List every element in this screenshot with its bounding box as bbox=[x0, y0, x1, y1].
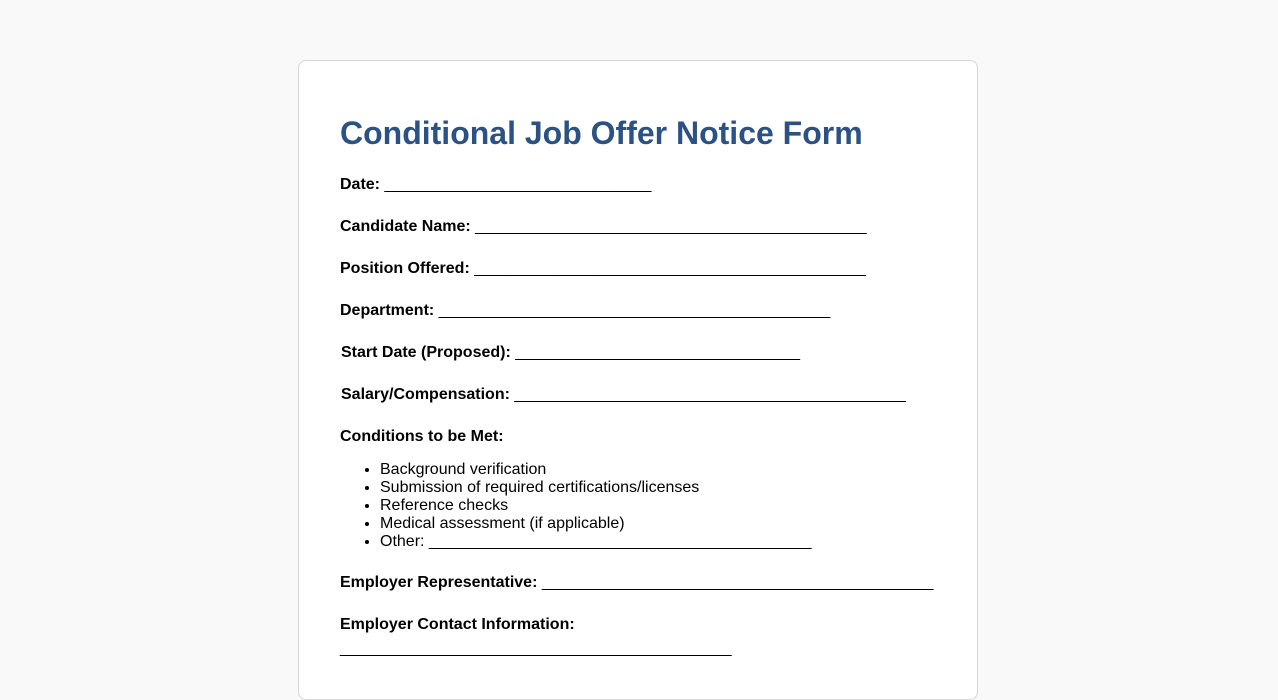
position-offered-label: Position Offered: bbox=[340, 260, 470, 277]
condition-item: • Medical assessment (if applicable) bbox=[380, 515, 940, 533]
date-label: Date: bbox=[340, 176, 381, 193]
employer-representative-field bbox=[340, 573, 940, 593]
condition-item: • Reference checks bbox=[380, 497, 940, 515]
salary-label: Salary/Compensation: bbox=[341, 386, 510, 403]
date-field bbox=[340, 175, 940, 195]
candidate-name-label: Candidate Name: bbox=[340, 218, 471, 235]
form-content bbox=[340, 113, 940, 681]
candidate-name-field bbox=[340, 217, 940, 237]
department-field bbox=[340, 301, 940, 321]
employer-contact-label: Employer Contact Information: bbox=[340, 616, 575, 633]
employer-contact-line: ____________________________________________ bbox=[340, 640, 732, 657]
salary-field bbox=[340, 385, 940, 405]
start-date-label: Start Date (Proposed): bbox=[341, 344, 511, 361]
form-title: Conditional Job Offer Notice Form bbox=[340, 115, 863, 151]
department-label: Department: bbox=[340, 302, 435, 319]
employer-representative-label: Employer Representative: bbox=[340, 574, 538, 591]
conditions-heading: Conditions to be Met: bbox=[340, 428, 504, 445]
condition-item: • Background verification bbox=[380, 461, 940, 479]
start-date-line: ________________________________ bbox=[515, 344, 800, 361]
date-line: ______________________________ bbox=[384, 176, 652, 193]
start-date-field bbox=[340, 343, 940, 363]
candidate-name-line: ____________________________________________ bbox=[475, 218, 867, 235]
department-line: ____________________________________________ bbox=[438, 302, 831, 319]
conditions-list bbox=[340, 461, 940, 551]
salary-line: ____________________________________________ bbox=[514, 386, 906, 403]
employer-representative-line: ____________________________________________ bbox=[541, 574, 934, 591]
form-card bbox=[298, 60, 978, 700]
condition-item: • Other: ___________________________________________ bbox=[380, 533, 940, 551]
employer-contact-line-row bbox=[340, 639, 940, 659]
condition-item: • Submission of required certifications/licenses bbox=[380, 479, 940, 497]
position-offered-field bbox=[340, 259, 940, 279]
position-offered-line: ____________________________________________ bbox=[474, 260, 866, 277]
employer-contact-field bbox=[340, 615, 940, 635]
